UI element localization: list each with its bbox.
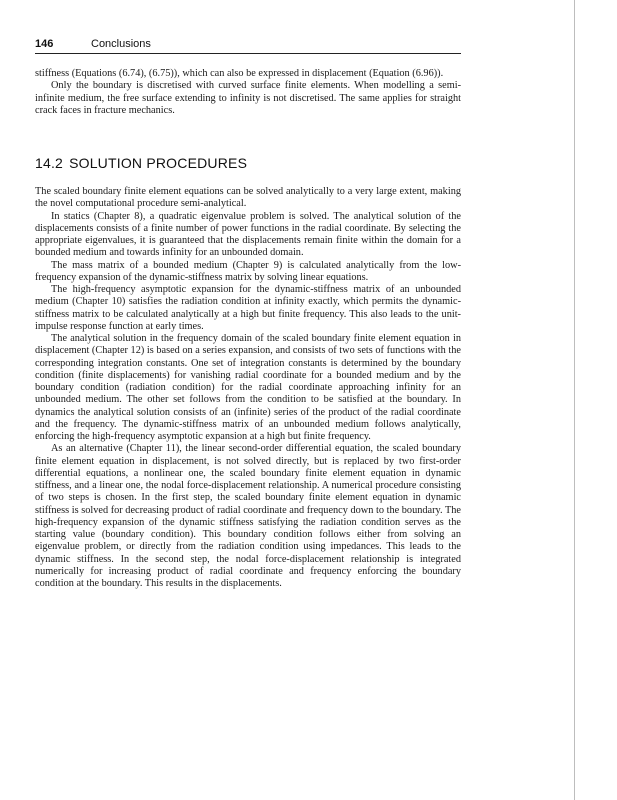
section-heading — [35, 155, 461, 171]
paragraph: The mass matrix of a bounded medium (Chapter 9) is calculated analytically from the low-frequency expansion of the dynamic-stiffness matrix by solving linear equations. — [35, 259, 461, 283]
paragraph: The scaled boundary finite element equations can be solved analytically to a very large extent, making the novel computational procedure semi-analytical. — [35, 186, 461, 210]
section-text-block — [35, 186, 461, 590]
section-title: SOLUTION PROCEDURES — [69, 155, 248, 171]
page-number: 146 — [35, 38, 54, 50]
paragraph: The analytical solution in the frequency domain of the scaled boundary finite element equation in displacement (Chapter 12) is based on a series expansion, and consists of two sets of functions with the corresponding integration constants. One set of integration constants is determined by the boundary condition (finite displacements) for vanishing radial coordinate for a bounded medium and by the boundary condition (radiation condition) for the radial coordinate approaching infinity for an unbounded medium. The other set follows from the condition to be satisfied at the boundary. In dynamics the analytical solution consists of an (infinite) series of the product of the radial coordinate and the frequency. The dynamic-stiffness matrix of an unbounded medium follows analytically, enforcing the high-frequency asymptotic expansion at a high but finite frequency. — [35, 333, 461, 442]
paragraph: Only the boundary is discretised with curved surface finite elements. When modelling a semi-infinite medium, the free surface extending to infinity is not discretised. The same applies for straight crack faces in fracture mechanics. — [35, 80, 461, 116]
paragraph: stiffness (Equations (6.74), (6.75)), which can also be expressed in displacement (Equation (6.96)). — [35, 68, 444, 79]
paragraph: In statics (Chapter 8), a quadratic eigenvalue problem is solved. The analytical solution of the displacements consists of a finite number of power functions in the radial coordinate. By selecting the appropriate eigenvalues, it is guaranteed that the displacements remain finite within the domain for a bounded medium and towards infinity for an unbounded domain. — [35, 210, 461, 259]
paragraph: The high-frequency asymptotic expansion for the dynamic-stiffness matrix of an unbounded medium (Chapter 10) satisfies the radiation condition at infinity exactly, which permits the dynamic-stiffness matrix to be calculated analytically at a high but finite frequency. This also leads to the unit-impulse response function at early times. — [35, 284, 461, 332]
viewer-gutter — [575, 0, 617, 800]
running-header — [35, 38, 461, 50]
header-rule — [35, 53, 461, 54]
running-title: Conclusions — [91, 38, 151, 50]
paragraph: As an alternative (Chapter 11), the linear second-order differential equation, the scaled boundary finite element equation in displacement, is not solved directly, but is replaced by two first-order differential equations, a nonlinear one, the scaled boundary finite element equation in dynamic stiffness, and a linear one, the nodal force-displacement relationship. A numerical procedure consisting of two steps is chosen. In the first step, the scaled boundary finite element equation in dynamic stiffness is solved for decreasing product of radial coordinate and frequency down to the boundary. The high-frequency expansion of the dynamic stiffness satisfying the radiation condition serves as the starting value (boundary condition). This boundary condition follows either from solving an eigenvalue problem, or directly from the radiation condition using impedances. This leads to the dynamic stiffness. In the second step, the nodal force-displacement relationship is integrated numerically for increasing product of radial coordinate and frequency enforcing the boundary condition at the boundary. This results in the displacements. — [35, 443, 461, 589]
section-number: 14.2 — [35, 155, 64, 171]
intro-text-block — [35, 68, 461, 117]
